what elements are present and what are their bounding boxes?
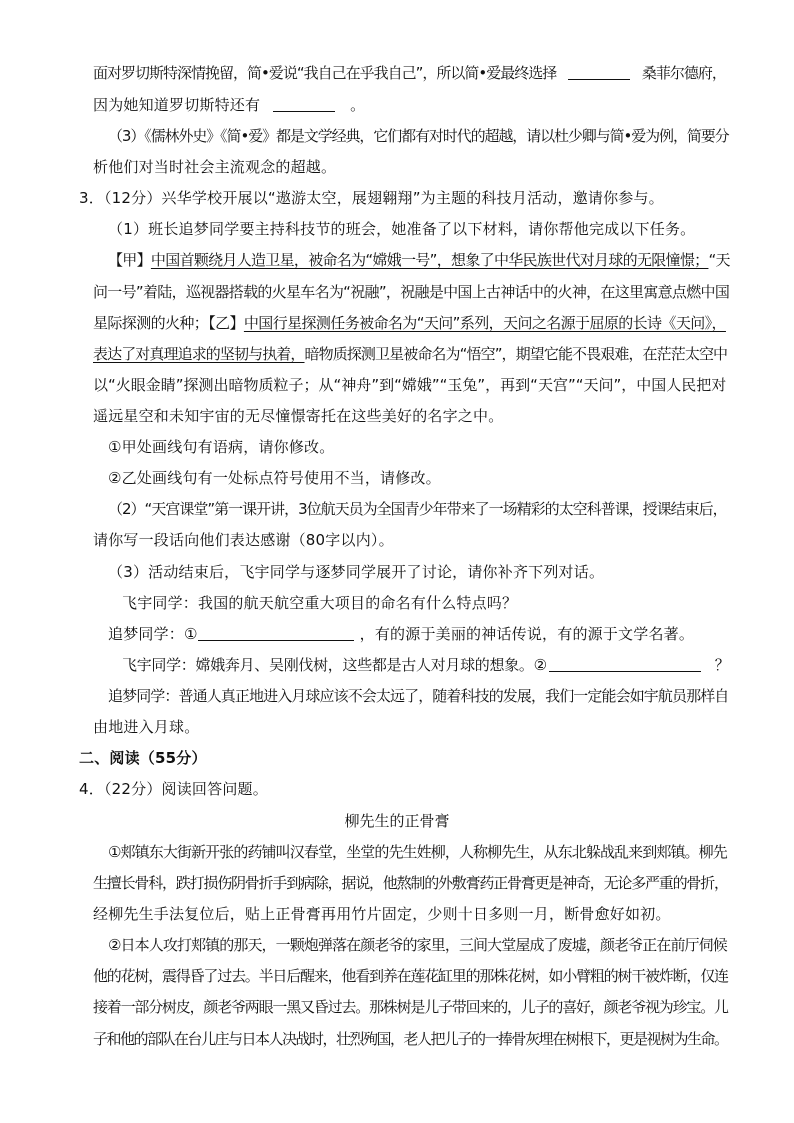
section-heading: 二、阅读（55分） bbox=[79, 749, 207, 767]
underlined-sentence-yi: 表达了对真理追求的坚韧与执着， bbox=[93, 345, 305, 363]
text-line: 遥远星空和未知宇宙的无尽憧憬寄托在这些美好的名字之中。 bbox=[93, 407, 504, 425]
line-text: 追梦同学：① bbox=[108, 625, 198, 643]
question-heading: 4．（22分）阅读回答问题。 bbox=[79, 780, 268, 798]
text-line: （3）活动结束后，飞宇同学与逐梦同学展开了讨论，请你补齐下列对话。 bbox=[108, 563, 605, 581]
line-text: 星际探测的火种；【乙】 bbox=[93, 314, 244, 332]
text-line: （1）班长追梦同学要主持科技节的班会，她准备了以下材料，请你帮他完成以下任务。 bbox=[108, 220, 696, 238]
text-line: 以“火眼金睛”探测出暗物质粒子；从“神舟”到“嫦娥”“玉兔”，再到“天宫”“天问”，中国人民把对 bbox=[93, 376, 727, 394]
paragraph-line: 子和他的部队在台儿庄与日本人决战时，壮烈殉国，老人把儿子的一捧骨灰埋在树根下，更是视树为生命。 bbox=[93, 1030, 728, 1048]
line-text: “天 bbox=[708, 251, 730, 269]
line-text: ？ bbox=[714, 656, 730, 674]
article-title: 柳先生的正骨膏 bbox=[344, 812, 450, 830]
answer-blank[interactable] bbox=[568, 64, 630, 80]
paragraph-line: 接着一部分树皮，颜老爷两眼一黑又昏过去。那株树是儿子带回来的，儿子的喜好，颜老爷视为珍宝。儿 bbox=[93, 998, 728, 1016]
line-text: 因为她知道罗切斯特还有 bbox=[93, 96, 261, 114]
line-text: ，有的源于美丽的神话传说，有的源于文学名著。 bbox=[359, 625, 695, 643]
text-line bbox=[93, 313, 726, 333]
answer-blank[interactable] bbox=[549, 656, 701, 672]
dialogue-line: 飞宇同学：我国的航天航空重大项目的命名有什么特点吗？ bbox=[122, 594, 518, 612]
text-line bbox=[93, 95, 365, 115]
text-line: ①甲处画线句有语病，请你修改。 bbox=[108, 438, 335, 456]
text-line: ②乙处画线句有一处标点符号使用不当，请修改。 bbox=[108, 469, 441, 487]
text-line: 问一号”着陆，巡视器搭载的火星车名为“祝融”，祝融是中国上古神话中的火神，在这里寓意点燃中国 bbox=[93, 283, 730, 301]
text-line bbox=[108, 250, 730, 270]
line-text: 暗物质探测卫星被命名为“悟空”，期望它能不畏艰难，在茫茫太空中 bbox=[304, 345, 728, 363]
paragraph-line: ①郏镇东大街新开张的药铺叫汉春堂，坐堂的先生姓柳，人称柳先生，从东北躲战乱来到郏镇。柳先 bbox=[108, 843, 727, 861]
answer-blank[interactable] bbox=[198, 625, 354, 641]
line-text: 面对罗切斯特深情挽留，简•爱说“我自己在乎我自己”，所以简•爱最终选择 bbox=[93, 64, 557, 82]
text-line: （3）《儒林外史》《简•爱》都是文学经典，它们都有对时代的超越，请以杜少卿与简•爱为例，简要分 bbox=[108, 127, 729, 145]
answer-blank[interactable] bbox=[273, 96, 335, 112]
label-jia: 【甲】 bbox=[108, 251, 151, 269]
paragraph-line: ②日本人攻打郏镇的那天，一颗炮弹落在颜老爷的家里，三间大堂屋成了废墟，颜老爷正在前厅伺候 bbox=[108, 936, 727, 954]
line-text: 飞宇同学：嫦娥奔月、吴刚伐树，这些都是古人对月球的想象。② bbox=[122, 656, 547, 674]
paragraph-line: 经柳先生手法复位后，贴上正骨膏再用竹片固定，少则十日多则一月，断骨愈好如初。 bbox=[93, 905, 671, 923]
line-text: 桑菲尔德府， bbox=[641, 64, 726, 82]
line-text: 。 bbox=[350, 96, 366, 114]
text-line: （2）“天宫课堂”第一课开讲，3位航天员为全国青少年带来了一场精彩的太空科普课，授课结束后， bbox=[108, 500, 727, 518]
text-line: 析他们对当时社会主流观念的超越。 bbox=[93, 158, 337, 176]
question-heading: 3．（12分）兴华学校开展以“遨游太空，展翅翱翔”为主题的科技月活动，邀请你参与。 bbox=[79, 189, 664, 207]
text-line: 由地进入月球。 bbox=[93, 718, 200, 736]
text-line: 请你写一段话向他们表达感谢（80字以内）。 bbox=[93, 531, 394, 549]
dialogue-line: 追梦同学：普通人真正地进入月球应该不会太远了，随着科技的发展，我们一定能会如宇航员那样自 bbox=[108, 687, 729, 705]
underlined-sentence-yi: 中国行星探测任务被命名为“天问”系列，天问之名源于屈原的长诗《天问》， bbox=[243, 314, 726, 332]
dialogue-line bbox=[108, 624, 694, 644]
text-line bbox=[93, 344, 727, 364]
paragraph-line: 生擅长骨科，跌打损伤阴骨折手到病除，据说，他熬制的外敷膏药正骨膏更是神奇，无论多严重的骨折， bbox=[93, 874, 728, 892]
text-line bbox=[93, 63, 726, 83]
paragraph-line: 他的花树，震得昏了过去。半日后醒来，他看到养在莲花缸里的那株花树，如小臂粗的树干被炸断，仅连 bbox=[93, 967, 728, 985]
dialogue-line bbox=[122, 655, 729, 675]
underlined-sentence-jia: 中国首颗绕月人造卫星，被命名为“嫦娥一号”，想象了中华民族世代对月球的无限憧憬； bbox=[150, 251, 709, 269]
